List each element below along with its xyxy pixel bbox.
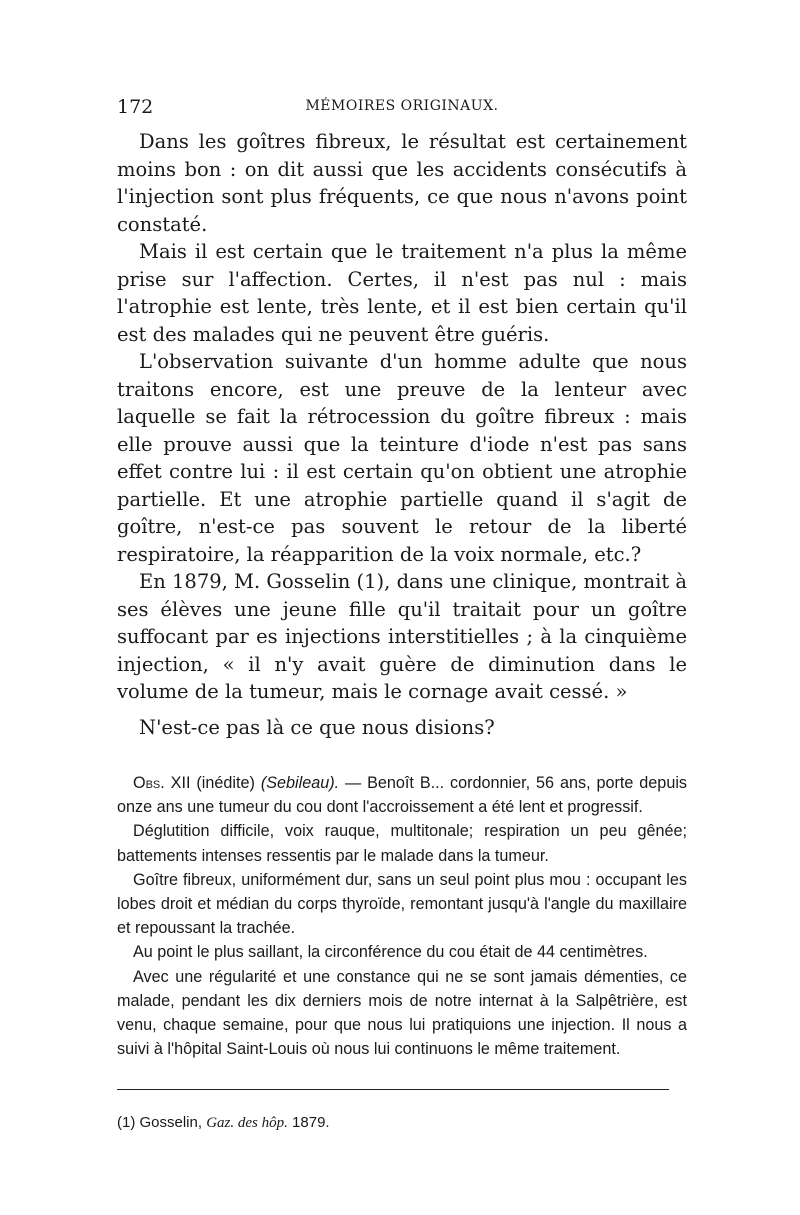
- footnote-year: 1879.: [287, 1114, 330, 1132]
- footnote: [117, 1114, 687, 1132]
- footnote-prefix: (1) Gosselin,: [117, 1114, 207, 1132]
- paragraph: N'est-ce pas là ce que nous disions?: [139, 715, 495, 739]
- page: [117, 96, 687, 1132]
- page-header: [117, 96, 687, 120]
- page-number: 172: [117, 96, 154, 118]
- observation-paragraph: Déglutition difficile, voix rauque, multitonale; respiration un peu gênée; battements intenses ressentis par le malade dans la tumeur.: [117, 822, 687, 865]
- observation-lead: Obs. XII: [133, 774, 191, 792]
- observation-block: [117, 771, 687, 1061]
- observation-author: (Sebileau).: [260, 774, 340, 792]
- observation-paragraph: Au point le plus saillant, la circonférence du cou était de 44 centimètres.: [133, 943, 648, 962]
- observation-lead-rest: (inédite): [190, 774, 261, 792]
- footnote-journal: Gaz. des hôp.: [206, 1115, 288, 1132]
- observation-paragraph: Avec une régularité et une constance qui ne se sont jamais démenties, ce malade, pendant les dix derniers mois de notre internat à la Salpêtrière, est venu, chaque semaine, pour que nous lui pratiquions une injection. Il nous a suivi à l'hôpital Saint-Louis où nous lui continuons le même traitement.: [117, 967, 687, 1059]
- observation-first-text: — Benoît B... cordonnier, 56 ans, porte depuis onze ans une tumeur du cou dont l'accroissement a été lent et progressif.: [117, 774, 688, 817]
- observation-paragraph: Goître fibreux, uniformément dur, sans un seul point plus mou : occupant les lobes droit et médian du corps thyroïde, remontant jusqu'à l'angle du maxillaire et repoussant la trachée.: [117, 870, 687, 938]
- observation-paragraph: [117, 771, 687, 819]
- main-text: [117, 128, 687, 741]
- paragraph: En 1879, M. Gosselin (1), dans une clinique, montrait à ses élèves une jeune fille qu'il traitait pour un goître suffocant par es injections interstitielles ; à la cinquième injection, « il n'y avait guère de diminution dans le volume de la tumeur, mais le cornage avait cessé. »: [117, 570, 687, 703]
- paragraph: Mais il est certain que le traitement n'a plus la même prise sur l'affection. Certes, il n'est pas nul : mais l'atrophie est lente, très lente, et il est bien certain qu'il est des malades qui ne peuvent être guéris.: [117, 240, 687, 346]
- running-title: MÉMOIRES ORIGINAUX.: [305, 98, 499, 114]
- paragraph: L'observation suivante d'un homme adulte que nous traitons encore, est une preuve de la lenteur avec laquelle se fait la rétrocession du goître fibreux : mais elle prouve aussi que la teinture d'iode n'est pas sans effet contre lui : il est certain qu'on obtient une atrophie partielle. Et une atrophie partielle quand il s'agit de goître, n'est-ce pas souvent le retour de la liberté respiratoire, la réapparition de la voix normale, etc.?: [117, 350, 687, 566]
- paragraph: Dans les goîtres fibreux, le résultat est certainement moins bon : on dit aussi que les accidents consécutifs à l'injection sont plus fréquents, ce que nous n'avons point constaté.: [117, 130, 687, 236]
- footnote-divider: [117, 1089, 669, 1090]
